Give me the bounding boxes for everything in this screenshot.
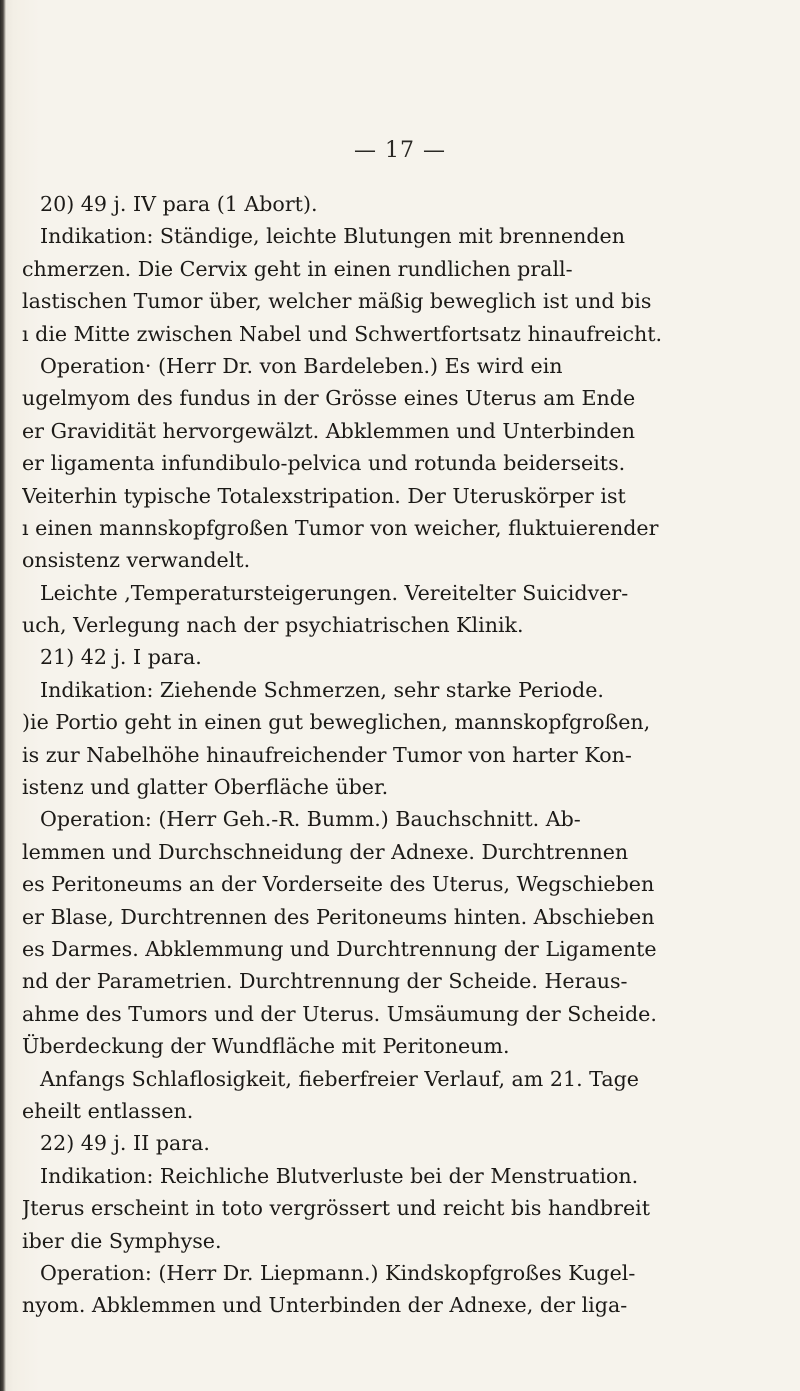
text-line: ugelmyom des fundus in der Grösse eines Uterus am Ende [22, 386, 636, 411]
text-line: )ie Portio geht in einen gut beweglichen, mannskopfgroßen, [22, 710, 651, 735]
text-line: onsistenz verwandelt. [22, 548, 251, 573]
text-line: istenz und glatter Oberfläche über. [22, 775, 389, 800]
text-line: chmerzen. Die Cervix geht in einen rundlichen prall- [22, 256, 573, 281]
text-line: Operation: (Herr Geh.-R. Bumm.) Bauchschnitt. Ab- [40, 807, 581, 832]
text-line: Veiterhin typische Totalexstripation. Der Uteruskörper ist [22, 483, 626, 508]
text-line: Indikation: Ziehende Schmerzen, sehr starke Periode. [40, 677, 604, 702]
text-line: ı die Mitte zwischen Nabel und Schwertfortsatz hinaufreicht. [22, 321, 663, 346]
case-heading-line: 22) 49 j. II para. [40, 1131, 210, 1156]
text-line: eheilt entlassen. [22, 1098, 194, 1123]
text-line: Überdeckung der Wundfläche mit Peritoneum. [22, 1034, 510, 1059]
text-line: nyom. Abklemmen und Unterbinden der Adnexe, der liga- [22, 1293, 628, 1318]
case-heading-line: 20) 49 j. IV para (1 Abort). [40, 192, 318, 216]
body-text [22, 188, 762, 1322]
text-line: es Darmes. Abklemmung und Durchtrennung der Ligamente [22, 936, 657, 961]
case-heading-line: 21) 42 j. I para. [40, 645, 202, 670]
text-line: Operation· (Herr Dr. von Bardeleben.) Es wird ein [40, 353, 563, 378]
text-line: nd der Parametrien. Durchtrennung der Scheide. Heraus- [22, 969, 628, 994]
text-line: er Gravidität hervorgewälzt. Abklemmen und Unterbinden [22, 418, 635, 443]
text-line: uch, Verlegung nach der psychiatrischen Klinik. [22, 613, 524, 638]
text-line: Indikation: Ständige, leichte Blutungen mit brennenden [40, 224, 625, 249]
text-line: ı einen mannskopfgroßen Tumor von weicher, fluktuierender [22, 515, 659, 540]
text-line: lemmen und Durchschneidung der Adnexe. Durchtrennen [22, 839, 629, 864]
text-line: lastischen Tumor über, welcher mäßig beweglich ist und bis [22, 289, 652, 314]
text-line: Operation: (Herr Dr. Liepmann.) Kindskopfgroßes Kugel- [40, 1260, 636, 1285]
text-line: er ligamenta infundibulo-pelvica und rotunda beiderseits. [22, 451, 626, 476]
text-line: es Peritoneums an der Vorderseite des Uterus, Wegschieben [22, 872, 655, 897]
text-line: Indikation: Reichliche Blutverluste bei der Menstruation. [40, 1163, 639, 1188]
text-line: Jterus erscheint in toto vergrössert und reicht bis handbreit [22, 1196, 651, 1221]
page-binding-edge [0, 0, 6, 1391]
text-line: Leichte ,Temperatursteigerungen. Vereitelter Suicidver- [40, 580, 629, 605]
text-line: iber die Symphyse. [22, 1228, 222, 1253]
page-number: — 17 — [354, 138, 446, 163]
text-line: er Blase, Durchtrennen des Peritoneums hinten. Abschieben [22, 904, 655, 929]
text-line: ahme des Tumors und der Uterus. Umsäumung der Scheide. [22, 1001, 657, 1026]
text-line: is zur Nabelhöhe hinaufreichender Tumor von harter Kon- [22, 742, 632, 767]
text-line: Anfangs Schlaflosigkeit, fieberfreier Verlauf, am 21. Tage [40, 1066, 639, 1091]
